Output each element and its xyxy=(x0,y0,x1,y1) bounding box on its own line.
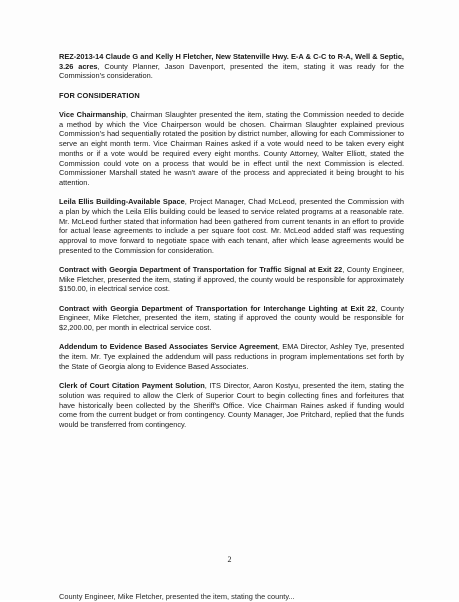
item-text: , EMA Director, Ashley Tye, presented the item. Mr. Tye explained the addendum will pass reductions in program implementations set forth by the State of Georgia along to Evidence Based Associates. xyxy=(59,342,404,371)
section-heading-for-consideration: FOR CONSIDERATION xyxy=(59,90,140,100)
item-gdot-interchange-lighting xyxy=(59,304,404,333)
item-text: , Chairman Slaughter presented the item, stating the Commission needed to decide a method by which the Vice Chairperson would be chosen. Chairman Slaughter explained previous Commission's had sequentially rotated the position by district number, allowing for each Commissioner to serve an eight month term. Vice Chairman Raines asked if a vote would need to be taken every eight months or if a vote would be required every eight months. County Attorney, Walter Elliott, stated the Commission could vote on a process that would be in effect until the next Commission is elected. Commissioner Marshall stated he wasn't aware of the process and appreciated it being brought to his attention. xyxy=(59,110,404,187)
page-number: 2 xyxy=(227,555,232,564)
item-text: , Project Manager, Chad McLeod, presented the Commission with a plan by which the Leila Ellis building could be leased to service related programs at a reasonable rate. Mr. McLeod further stated that information had been gathered from current tenants in an effort to provide for actual lease agreements to include a per square foot cost. Mr. McLeod added staff was requesting approval to move forward to negotiate space with each tenant, after which lease agreements would be presented to the Commission for consideration. xyxy=(59,197,405,255)
document-body xyxy=(59,52,404,439)
item-vice-chairmanship xyxy=(59,110,404,188)
item-heading: Clerk of Court Citation Payment Solution xyxy=(59,381,205,391)
item-clerk-of-court-citation xyxy=(59,381,404,430)
item-text: , ITS Director, Aaron Kostyu, presented the item, stating the solution was required to allow the Clerk of Superior Court to begin collecting fines and forfeitures that have historically been collected by the Sheriff's Office. Vice Chairman Raines asked if funding would come from the current budget or from contingency. County Manager, Joe Pritchard, replied that the funds would be transferred from contingency. xyxy=(59,381,404,429)
item-heading: Leila Ellis Building-Available Space xyxy=(59,197,185,207)
item-heading: Contract with Georgia Department of Transportation for Traffic Signal at Exit 22 xyxy=(59,265,343,275)
rezoning-item-heading: REZ-2013-14 Claude G and Kelly H Fletcher, New Statenville Hwy. E-A & C-C to R-A, Well & Septic, 3.26 acres xyxy=(59,52,404,71)
next-page-cutoff-text: County Engineer, Mike Fletcher, presented the item, stating the county... xyxy=(59,592,295,601)
item-gdot-traffic-signal xyxy=(59,265,404,294)
item-heading: Vice Chairmanship xyxy=(59,110,126,119)
item-heading: Addendum to Evidence Based Associates Service Agreement xyxy=(59,342,278,352)
item-heading: Contract with Georgia Department of Transportation for Interchange Lighting at Exit 22 xyxy=(59,303,376,313)
rezoning-item-text: , County Planner, Jason Davenport, presented the item, stating it was ready for the Commission's consideration. xyxy=(59,61,404,81)
item-leila-ellis-building xyxy=(59,197,404,255)
item-evidence-based-associates xyxy=(59,342,404,371)
item-text: , County Engineer, Mike Fletcher, presented the item, stating if approved, the county would be responsible for approximately $150.00, in electrical service cost. xyxy=(59,265,404,294)
item-text: , County Engineer, Mike Fletcher, presented the item, stating if approved the county would be responsible for $2,200.00, per month in electrical service cost. xyxy=(59,303,404,333)
rezoning-item xyxy=(59,52,404,81)
